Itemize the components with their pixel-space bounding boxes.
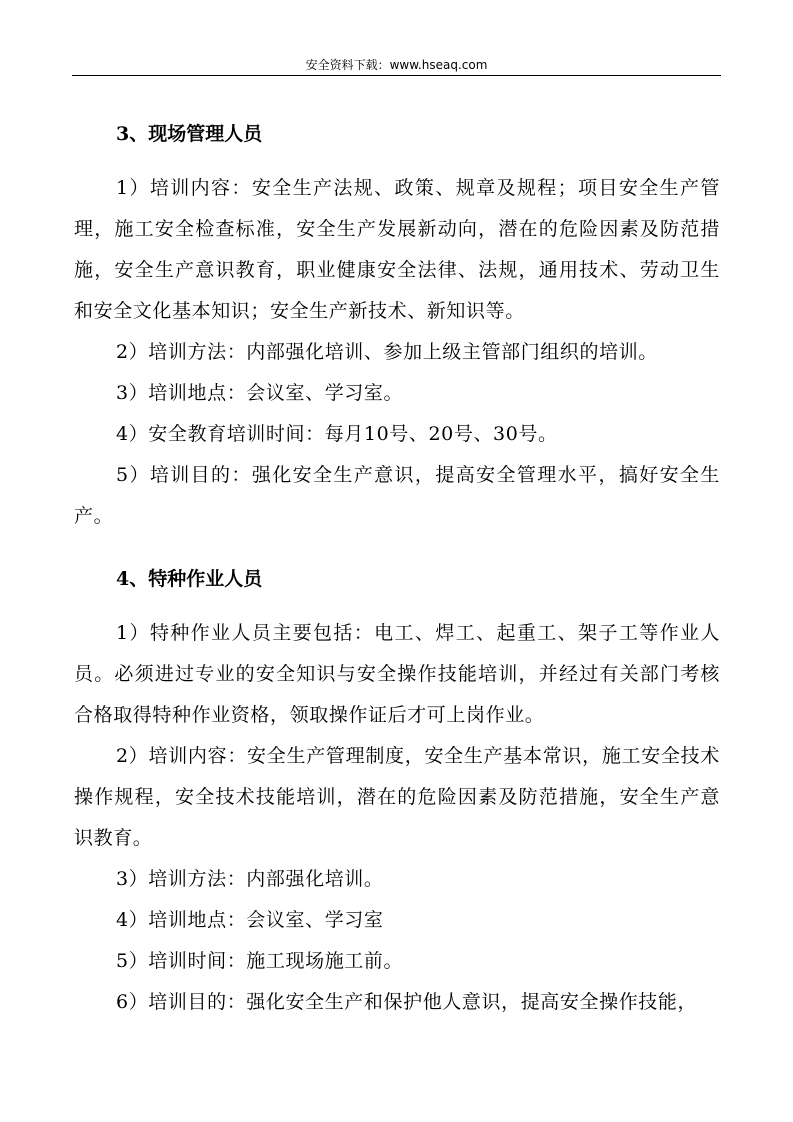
section-heading-4: 4、特种作业人员 <box>116 568 263 590</box>
paragraph: 5）培训时间：施工现场施工前。 <box>116 950 404 972</box>
paragraph: 2）培训内容：安全生产管理制度，安全生产基本常识，施工安全技术操作规程，安全技术技能培训，潜在的危险因素及防范措施，安全生产意识教育。 <box>74 745 720 849</box>
paragraph: 4）培训地点：会议室、学习室 <box>116 909 384 931</box>
page-header: 安全资料下载：www.hseaq.com <box>305 58 488 72</box>
paragraph: 3）培训地点：会议室、学习室。 <box>116 382 404 404</box>
document-body <box>74 110 720 1023</box>
paragraph: 5）培训目的：强化安全生产意识，提高安全管理水平，搞好安全生产。 <box>74 464 720 527</box>
section-heading-3: 3、现场管理人员 <box>116 123 263 145</box>
paragraph: 3）培训方法：内部强化培训。 <box>116 868 384 890</box>
header-divider <box>72 75 721 76</box>
paragraph: 4）安全教育培训时间：每月10号、20号、30号。 <box>116 423 558 445</box>
paragraph: 1）培训内容：安全生产法规、政策、规章及规程；项目安全生产管理，施工安全检查标准，安全生产发展新动向，潜在的危险因素及防范措施，安全生产意识教育，职业健康安全法律、法规，通用技术、劳动卫生和安全文化基本知识；安全生产新技术、新知识等。 <box>74 177 720 322</box>
paragraph: 1）特种作业人员主要包括：电工、焊工、起重工、架子工等作业人员。必须进过专业的安全知识与安全操作技能培训，并经过有关部门考核合格取得特种作业资格，领取操作证后才可上岗作业。 <box>74 622 720 726</box>
paragraph: 2）培训方法：内部强化培训、参加上级主管部门组织的培训。 <box>116 341 658 363</box>
paragraph: 6）培训目的：强化安全生产和保护他人意识，提高安全操作技能， <box>116 991 698 1013</box>
